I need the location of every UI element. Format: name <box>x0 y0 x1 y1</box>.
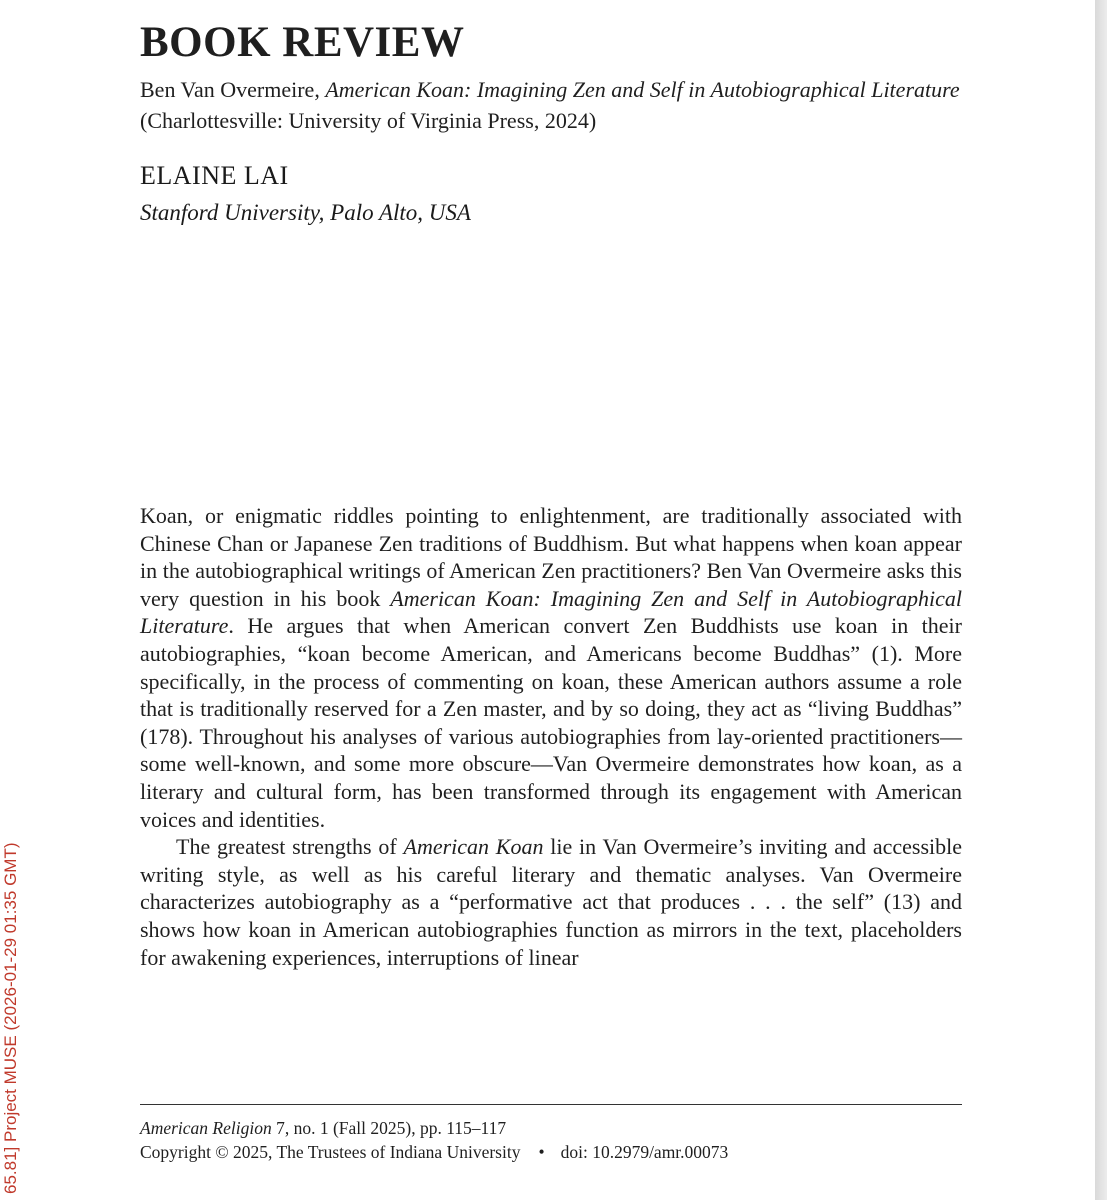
article-header <box>140 14 980 228</box>
citation-author: Ben Van Overmeire, <box>140 77 326 102</box>
footer-divider <box>140 1104 962 1105</box>
article-body <box>140 502 962 971</box>
paragraph-2-book-title: American Koan <box>403 834 544 860</box>
book-citation <box>140 74 980 136</box>
journal-citation <box>140 1116 962 1140</box>
journal-issue: 7, no. 1 (Fall 2025), pp. 115–117 <box>271 1118 507 1138</box>
reviewer-affiliation: Stanford University, Palo Alto, USA <box>140 200 471 225</box>
doi-text: doi: 10.2979/amr.00073 <box>560 1142 729 1162</box>
reviewer-name: ELAINE LAI <box>140 161 289 190</box>
copyright-line <box>140 1140 962 1164</box>
paragraph-1-book-title: American Koan: Imagining Zen and Self in Autobiographical Literature <box>140 585 962 639</box>
paragraph-2-text-b: lie in Van Overmeire’s inviting and accessible writing style, as well as his careful literary and thematic analyses. Van Overmeire characterizes autobiography as a “performative act that produces . . . the self” (13) and shows how koan in American autobiographies function as mirrors in the text, placeholders for awakening experiences, interruptions of linear <box>140 834 962 970</box>
access-watermark: 65.81] Project MUSE (2026-01-29 01:35 GMT) <box>1 842 20 1194</box>
page-edge <box>1095 0 1107 1200</box>
citation-publisher: (Charlottesville: University of Virginia Press, 2024) <box>140 108 597 133</box>
copyright-text: Copyright © 2025, The Trustees of Indiana University <box>140 1142 521 1162</box>
section-title: BOOK REVIEW <box>140 19 465 66</box>
journal-name: American Religion <box>140 1118 272 1138</box>
paragraph-1-text-b: . He argues that when American convert Zen Buddhists use koan in their autobiographies, “koan become American, and Americans become Buddhas” (1). More specifically, in the process of commenting on koan, these American authors assume a role that is traditionally reserved for a Zen master, and by so doing, they act as “living Buddhas” (178). Throughout his analyses of various autobiographies from lay-oriented practitioners—some well-known, and some more obscure—Van Overmeire demonstrates how koan, as a literary and cultural form, has been transformed through its engagement with American voices and identities. <box>140 613 962 832</box>
paragraph-2-text-a: The greatest strengths of <box>176 834 404 860</box>
citation-book-title: American Koan: Imagining Zen and Self in Autobiographical Literature <box>325 77 960 102</box>
paragraph-1 <box>140 502 962 833</box>
paragraph-1-text-a: Koan, or enigmatic riddles pointing to enlightenment, are traditionally associated with Chinese Chan or Japanese Zen traditions of Buddhism. But what happens when koan appear in the autobiographical writings of American Zen practitioners? Ben Van Overmeire asks this very question in his book <box>140 503 962 611</box>
bullet-separator: • <box>538 1142 545 1162</box>
paragraph-2 <box>140 833 962 971</box>
article-footer <box>140 1116 962 1164</box>
